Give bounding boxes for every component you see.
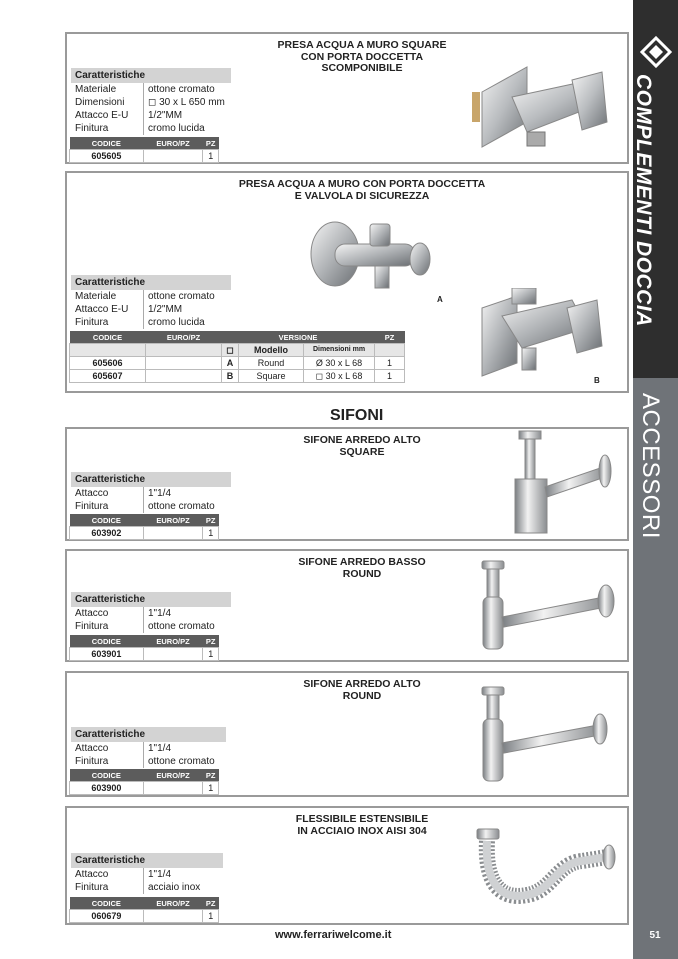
table-row: 603901 1 [70, 648, 219, 661]
features-header: Caratteristiche [71, 727, 226, 742]
sidebar-category-title: COMPLEMENTI DOCCIA [632, 74, 655, 327]
feature-row: Finitura cromo lucida [71, 122, 231, 135]
siphon-high-round-image [472, 685, 622, 785]
brand-logo-icon [640, 36, 672, 68]
product-title: SIFONE ARREDO ALTO SQUARE [303, 434, 421, 458]
features-block [71, 275, 231, 329]
table-row: 060679 1 [70, 910, 219, 923]
features-header: Caratteristiche [71, 472, 231, 487]
feature-row: Attacco 1"1/4 [71, 607, 231, 620]
features-header: Caratteristiche [71, 592, 231, 607]
product-card-603902 [65, 427, 629, 541]
feature-row: Materiale ottone cromato [71, 290, 231, 303]
product-card-603901 [65, 549, 629, 662]
table-row: 605606 A Round Ø 30 x L 68 1 [70, 357, 405, 370]
product-card-605606 [65, 171, 629, 393]
features-header: Caratteristiche [71, 68, 231, 83]
image-label-b: B [594, 376, 600, 385]
product-title: FLESSIBILE ESTENSIBILE IN ACCIAIO INOX AISI 304 [295, 813, 429, 837]
product-title: PRESA ACQUA A MURO SQUARE CON PORTA DOCCETTA SCOMPONIBILE [277, 39, 447, 74]
wall-outlet-round-image [305, 219, 445, 309]
page-number: 51 [649, 930, 661, 941]
product-card-603900 [65, 671, 629, 797]
product-title: SIFONE ARREDO BASSO ROUND [298, 556, 426, 580]
feature-row: Attacco 1"1/4 [71, 487, 231, 500]
feature-row: Finitura ottone cromato [71, 620, 231, 633]
feature-row: Dimensioni ◻ 30 x L 650 mm [71, 96, 231, 109]
price-table: CODICE EURO/PZ VERSIONE PZ ◻ Modello Dimensioni mm 605606 A Round Ø 30 x L 68 1 605607 B Square ◻ 30 x L 68 1 [69, 331, 405, 383]
sidebar-section-title: ACCESSORI [637, 393, 664, 539]
flexible-hose-image [467, 823, 617, 908]
features-block [71, 68, 231, 135]
feature-row: Attacco E-U 1/2"MM [71, 303, 231, 316]
wall-outlet-square-image [472, 52, 612, 162]
siphon-square-image [507, 429, 617, 539]
feature-row: Finitura acciaio inox [71, 881, 223, 894]
product-title: SIFONE ARREDO ALTO ROUND [303, 678, 421, 702]
product-card-605605 [65, 32, 629, 164]
features-block [71, 592, 231, 633]
features-block [71, 727, 226, 768]
wall-outlet-square-valve-image [477, 288, 607, 383]
table-row: 603902 1 [70, 527, 219, 540]
product-card-060679 [65, 806, 629, 925]
feature-row: Attacco 1"1/4 [71, 868, 223, 881]
footer-website-link[interactable]: www.ferrariwelcome.it [275, 929, 392, 941]
price-table: CODICE EURO/PZ PZ 603901 1 [69, 635, 219, 661]
features-header: Caratteristiche [71, 275, 231, 290]
image-label-a: A [437, 295, 443, 304]
product-title: PRESA ACQUA A MURO CON PORTA DOCCETTA E VALVOLA DI SICUREZZA [238, 178, 486, 202]
siphon-low-round-image [472, 559, 622, 654]
price-table: CODICE EURO/PZ PZ 060679 1 [69, 897, 219, 923]
price-table: CODICE EURO/PZ PZ 605605 1 [69, 137, 219, 163]
feature-row: Finitura cromo lucida [71, 316, 231, 329]
feature-row: Finitura ottone cromato [71, 500, 231, 513]
table-row: 605607 B Square ◻ 30 x L 68 1 [70, 370, 405, 383]
feature-row: Materiale ottone cromato [71, 83, 231, 96]
features-block [71, 853, 223, 894]
feature-row: Finitura ottone cromato [71, 755, 226, 768]
table-row: 603900 1 [70, 782, 219, 795]
feature-row: Attacco 1"1/4 [71, 742, 226, 755]
price-table: CODICE EURO/PZ PZ 603900 1 [69, 769, 219, 795]
feature-row: Attacco E-U 1/2"MM [71, 109, 231, 122]
features-header: Caratteristiche [71, 853, 223, 868]
section-title-sifoni: SIFONI [330, 407, 384, 424]
table-row: 605605 1 [70, 150, 219, 163]
features-block [71, 472, 231, 513]
price-table: CODICE EURO/PZ PZ 603902 1 [69, 514, 219, 540]
